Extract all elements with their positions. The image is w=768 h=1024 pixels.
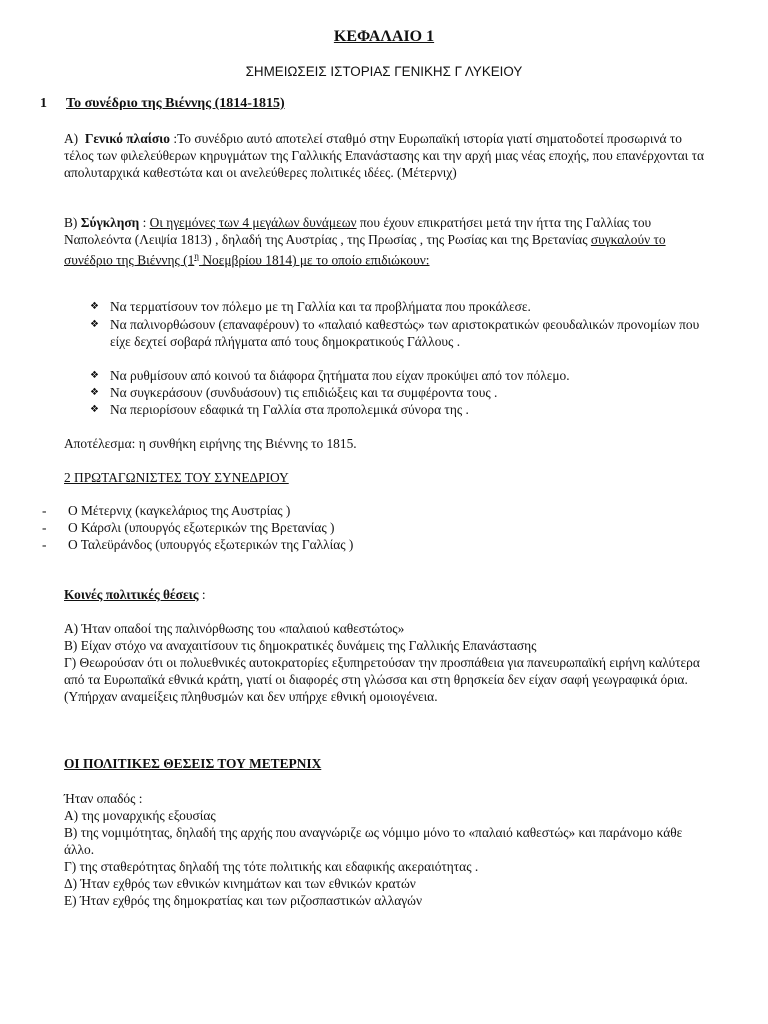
- diamond-bullet-icon: ❖: [90, 301, 99, 312]
- metternich-item: Ε) Ήταν εχθρός της δημοκρατίας και των ριζοσπαστικών αλλαγών: [64, 893, 422, 908]
- protagonist-text: Ο Ταλεϋράνδος (υπουργός εξωτερικών της Γαλλίας ): [68, 537, 354, 552]
- diamond-bullet-icon: ❖: [90, 387, 99, 398]
- diamond-bullet-icon: ❖: [90, 370, 99, 381]
- dash-bullet: -: [42, 520, 47, 535]
- result-line: Αποτέλεσμα: η συνθήκη ειρήνης της Βιέννης το 1815.: [64, 436, 357, 451]
- chapter-title: ΚΕΦΑΛΑΙΟ 1: [333, 28, 435, 45]
- convocation-paragraph: [64, 214, 714, 268]
- goal-text: Να ρυθμίσουν από κοινού τα διάφορα ζητήματα που είχαν προκύψει από τον πόλεμο.: [110, 368, 570, 383]
- section-1-number: 1: [40, 96, 47, 111]
- section-2-title: 2 ΠΡΩΤΑΓΩΝΙΣΤΕΣ ΤΟΥ ΣΥΝΕΔΡΙΟΥ: [64, 470, 289, 485]
- goal-text: Να παλινορθώσουν (επαναφέρουν) το «παλαιό καθεστώς» των αριστοκρατικών φεουδαλικών προνομίων που είχε δεχτεί σοβαρά πλήγματα από τους δημοκρατικούς Γάλλους .: [110, 317, 700, 349]
- common-position-item: Α) Ήταν οπαδοί της παλινόρθωσης του «παλαιού καθεστώτος»: [64, 621, 405, 636]
- protagonist-text: Ο Κάρσλι (υπουργός εξωτερικών της Βρετανίας ): [68, 520, 335, 535]
- general-context-text: :Το συνέδριο αυτό αποτελεί σταθμό στην Ευρωπαϊκή ιστορία γιατί σηματοδοτεί προσωρινά το τέλος των φιλελεύθερων κηρυγμάτων της Γαλλικής Επανάστασης και την αρχή μιας νέας εποχής, που επανέρχονται τα απολυταρχικά καθεστώτα και οι ανελεύθερες πολιτικές ιδέες. (Μέτερνιχ): [64, 131, 704, 180]
- dash-bullet: -: [42, 537, 47, 552]
- metternich-item: Β) της νομιμότητας, δηλαδή της αρχής που αναγνώριζε ως νόμιμο μόνο το «παλαιό καθεστώς» και παράνομο κάθε άλλο.: [64, 825, 683, 857]
- paragraph-a-prefix: Α): [64, 131, 79, 146]
- diamond-bullet-icon: ❖: [90, 404, 99, 415]
- metternich-item: Δ) Ήταν εχθρός των εθνικών κινημάτων και των εθνικών κρατών: [64, 876, 416, 891]
- paragraph-b-prefix: Β): [64, 215, 78, 230]
- common-positions-colon: :: [198, 587, 206, 602]
- section-1-title: Το συνέδριο της Βιέννης (1814-1815): [66, 96, 285, 111]
- common-position-item: Β) Είχαν στόχο να αναχαιτίσουν τις δημοκρατικές δυνάμεις της Γαλλικής Επανάστασης: [64, 638, 537, 653]
- metternich-intro: Ήταν οπαδός :: [64, 791, 143, 806]
- convocation-underlined-3: Νοεμβρίου 1814) με το οποίο επιδιώκουν:: [199, 252, 430, 268]
- common-positions-title: Κοινές πολιτικές θέσεις: [64, 587, 199, 602]
- metternich-item: Α) της μοναρχικής εξουσίας: [64, 808, 216, 823]
- convocation-text-1: που έχουν επικρατήσει μετά την ήττα της Γαλλίας του Ναπολεόντα (Λειψία 1813) , δηλαδή της Αυστρίας , της Πρωσίας , της Ρωσίας και της Βρετανίας: [64, 215, 652, 247]
- metternich-item: Γ) της σταθερότητας δηλαδή της τότε πολιτικής και εδαφικής ακεραιότητας .: [64, 859, 479, 874]
- common-positions-heading: [64, 586, 206, 603]
- general-context-heading: Γενικό πλαίσιο: [84, 131, 170, 146]
- convocation-superscript: η: [194, 251, 199, 261]
- goal-text: Να τερματίσουν τον πόλεμο με τη Γαλλία και τα προβλήματα που προκάλεσε.: [110, 299, 531, 314]
- protagonist-text: Ο Μέτερνιχ (καγκελάριος της Αυστρίας ): [68, 503, 291, 518]
- convocation-separator: :: [139, 215, 150, 230]
- diamond-bullet-icon: ❖: [90, 319, 99, 330]
- metternich-title: ΟΙ ΠΟΛΙΤΙΚΕΣ ΘΕΣΕΙΣ ΤΟΥ ΜΕΤΕΡΝΙΧ: [64, 756, 322, 771]
- common-position-item: Γ) Θεωρούσαν ότι οι πολυεθνικές αυτοκρατορίες εξυπηρετούσαν την προσπάθεια για πανευρωπαϊκή ειρήνη καλύτερα από τα Ευρωπαϊκά εθνικά κράτη, γιατί οι διαφορές στη γλώσσα και στη θρησκεία δεν είχαν σαφή γεωγραφικά όρια.(Υπήρχαν αναμείξεις πληθυσμών και δεν υπήρχε εθνική ομοιογένεια.: [64, 655, 700, 704]
- goal-text: Να περιορίσουν εδαφικά τη Γαλλία στα προπολεμικά σύνορα της .: [110, 402, 469, 417]
- document-subtitle: ΣΗΜΕΙΩΣΕΙΣ ΙΣΤΟΡΙΑΣ ΓΕΝΙΚΗΣ Γ ΛΥΚΕΙΟΥ: [245, 64, 523, 79]
- convocation-underlined-1: Οι ηγεμόνες των 4 μεγάλων δυνάμεων: [149, 215, 357, 230]
- general-context-paragraph: [64, 130, 714, 181]
- goal-text: Να συγκεράσουν (συνδυάσουν) τις επιδιώξεις και τα συμφέροντα τους .: [110, 385, 498, 400]
- convocation-heading: Σύγκληση: [80, 215, 140, 230]
- convocation-underlined-2: συγκαλούν το συνέδριο της Βιέννης (1: [64, 232, 666, 268]
- dash-bullet: -: [42, 503, 47, 518]
